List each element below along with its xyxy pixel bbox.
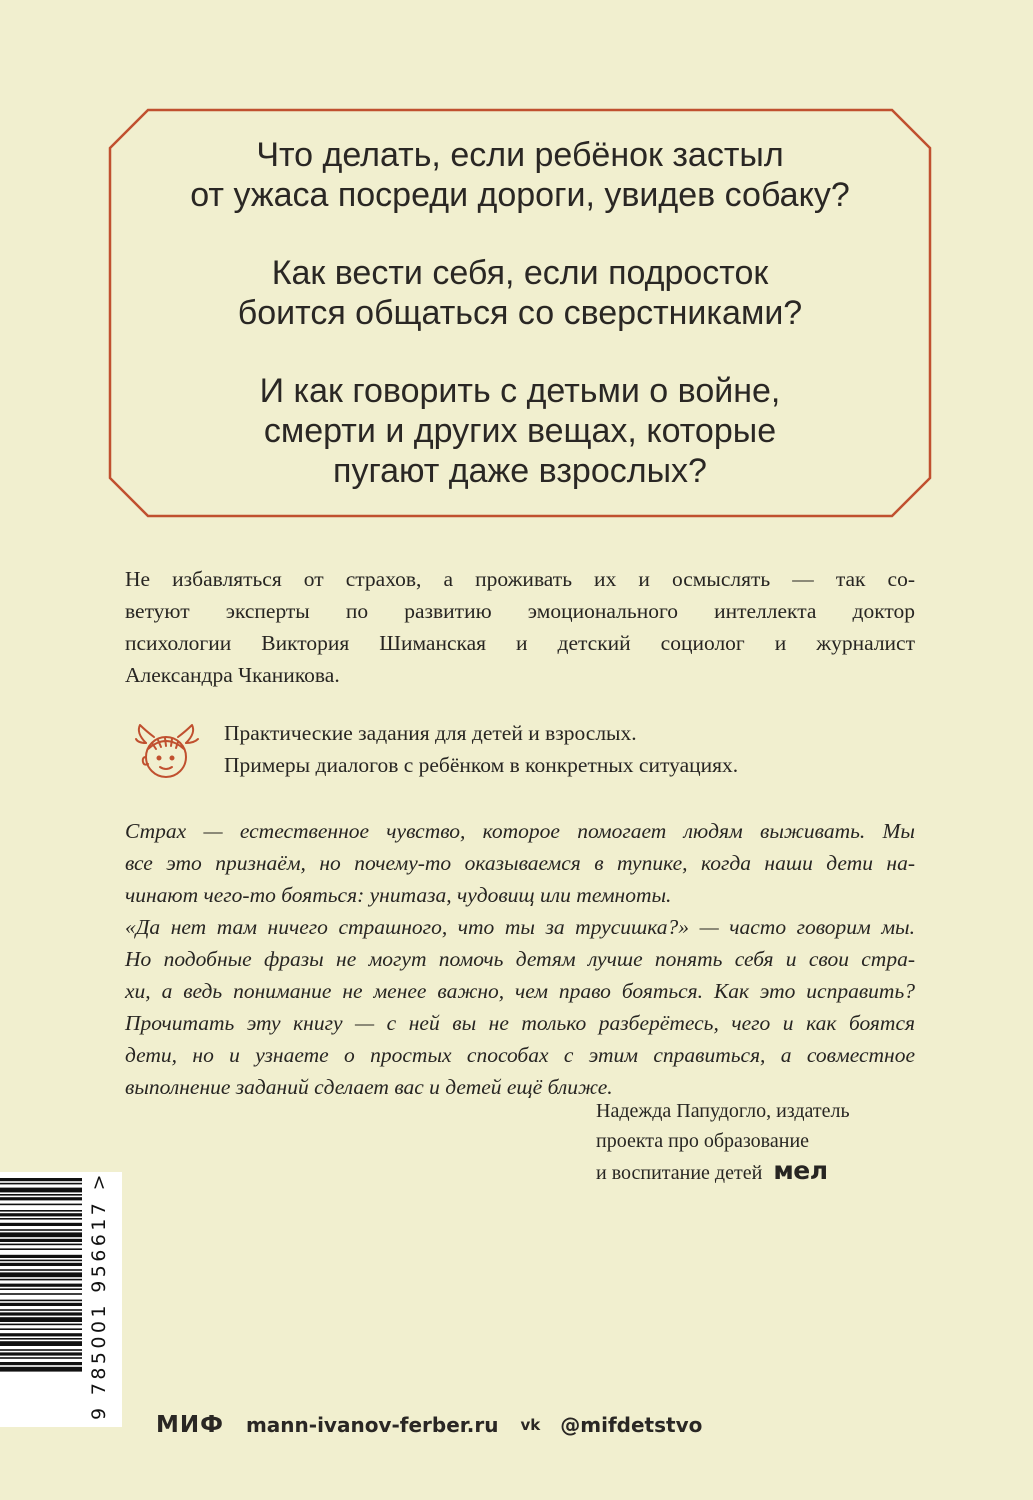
question-line: смерти и других вещах, которые bbox=[263, 412, 777, 450]
barcode-bar bbox=[0, 1218, 82, 1220]
barcode-bar bbox=[0, 1357, 82, 1359]
quote-line: Но подобные фразы не могут помочь детям лучше понять себя и свои стра- bbox=[125, 947, 915, 971]
quote-line: дети, но и узнаете о простых способах с этим справиться, а совместное bbox=[125, 1043, 915, 1067]
signature-line-text: и воспитание детей bbox=[596, 1162, 763, 1184]
barcode-bar bbox=[0, 1255, 82, 1258]
barcode-bar bbox=[0, 1194, 82, 1196]
questions-block bbox=[130, 128, 910, 498]
barcode-bar bbox=[0, 1279, 82, 1281]
barcode-bar bbox=[0, 1210, 82, 1212]
barcode-bar bbox=[0, 1213, 82, 1216]
intro-line: психологии Виктория Шиманская и детский социолог и журналист bbox=[125, 631, 915, 655]
barcode-bar bbox=[0, 1324, 82, 1326]
intro-line: Александра Чканикова. bbox=[125, 663, 340, 687]
vk-icon[interactable]: vk bbox=[520, 1416, 541, 1434]
barcode-bar bbox=[0, 1300, 82, 1302]
barcode-bar bbox=[0, 1272, 82, 1277]
barcode-bar bbox=[0, 1263, 82, 1266]
signature-line: Надежда Папудогло, издатель bbox=[596, 1100, 850, 1122]
publisher-quote bbox=[125, 815, 915, 1103]
barcode-bar bbox=[0, 1293, 82, 1295]
quote-signature bbox=[596, 1096, 850, 1188]
quote-line: Прочитать эту книгу — с ней вы не только разберётесь, чего и как боятся bbox=[125, 1011, 915, 1035]
barcode-bar bbox=[0, 1288, 82, 1290]
question-line: И как говорить с детьми о войне, bbox=[259, 372, 781, 410]
question-line: Как вести себя, если подросток bbox=[271, 254, 769, 292]
barcode-digits: 9 785001 956617 > bbox=[88, 1171, 110, 1420]
quote-line: хи, а ведь понимание не менее важно, чем право бояться. Как это исправить? bbox=[125, 979, 915, 1003]
task-line: Практические задания для детей и взрослых. bbox=[224, 721, 637, 745]
isbn-barcode bbox=[0, 1172, 122, 1427]
intro-line: Не избавляться от страхов, а проживать их и осмыслять — так со- bbox=[125, 567, 915, 591]
tasks-list bbox=[224, 717, 738, 781]
barcode-bar bbox=[0, 1362, 82, 1365]
task-line: Примеры диалогов с ребёнком в конкретных ситуациях. bbox=[224, 753, 739, 777]
barcode-bar bbox=[0, 1312, 82, 1315]
barcode-bar bbox=[0, 1309, 82, 1311]
barcode-bar bbox=[0, 1260, 82, 1262]
publisher-logo: МИФ bbox=[156, 1412, 224, 1438]
question-line: пугают даже взрослых? bbox=[333, 452, 707, 490]
barcode-bar bbox=[0, 1328, 82, 1330]
barcode-bar bbox=[0, 1349, 82, 1351]
girl-face-icon bbox=[132, 713, 216, 785]
barcode-bar bbox=[0, 1367, 82, 1372]
barcode-bar bbox=[0, 1197, 82, 1200]
intro-paragraph bbox=[125, 563, 915, 691]
footer bbox=[156, 1405, 702, 1445]
barcode-bar bbox=[0, 1284, 82, 1287]
barcode-bar bbox=[0, 1204, 82, 1206]
barcode-bar bbox=[0, 1352, 82, 1355]
barcode-bar bbox=[0, 1178, 82, 1181]
barcode-bar bbox=[0, 1223, 82, 1226]
quote-line: чинают чего-то бояться: унитаза, чудовищ или темноты. bbox=[125, 883, 672, 907]
barcode-bar bbox=[0, 1269, 82, 1271]
barcode-bar bbox=[0, 1244, 82, 1246]
barcode-bar bbox=[0, 1303, 82, 1306]
intro-line: ветуют эксперты по развитию эмоционального интеллекта доктор bbox=[125, 599, 915, 623]
barcode-bar bbox=[0, 1183, 82, 1185]
quote-line: выполнение заданий сделает вас и детей ещё ближе. bbox=[125, 1075, 613, 1099]
question-line: боится общаться со сверстниками? bbox=[237, 294, 803, 332]
quote-line: «Да нет там ничего страшного, что ты за трусишка?» — часто говорим мы. bbox=[125, 915, 915, 939]
question-line: от ужаса посреди дороги, увидев собаку? bbox=[190, 176, 850, 214]
barcode-bar bbox=[0, 1317, 82, 1322]
website-link[interactable]: mann-ivanov-ferber.ru bbox=[245, 1413, 499, 1437]
barcode-bars bbox=[0, 1178, 84, 1421]
barcode-bar bbox=[0, 1229, 82, 1231]
quote-line: все это признаём, но почему-то оказываемся в тупике, когда наши дети на- bbox=[125, 851, 915, 875]
barcode-bar bbox=[0, 1338, 82, 1340]
question-3 bbox=[260, 371, 781, 491]
barcode-bar bbox=[0, 1248, 82, 1250]
signature-line: проекта про образование bbox=[596, 1130, 810, 1152]
question-1 bbox=[190, 135, 849, 215]
quote-line: Страх — естественное чувство, которое помогает людям выживать. Мы bbox=[125, 819, 915, 843]
barcode-bar bbox=[0, 1239, 82, 1242]
barcode-bar bbox=[0, 1333, 82, 1336]
question-2 bbox=[238, 253, 802, 333]
barcode-bar bbox=[0, 1232, 82, 1237]
social-handle[interactable]: @mifdetstvo bbox=[560, 1413, 703, 1437]
barcode-bar bbox=[0, 1341, 82, 1346]
barcode-bar bbox=[0, 1188, 82, 1193]
question-line: Что делать, если ребёнок застыл bbox=[256, 136, 784, 174]
mel-logo: мел bbox=[773, 1156, 828, 1185]
signature-line-3 bbox=[596, 1156, 850, 1188]
